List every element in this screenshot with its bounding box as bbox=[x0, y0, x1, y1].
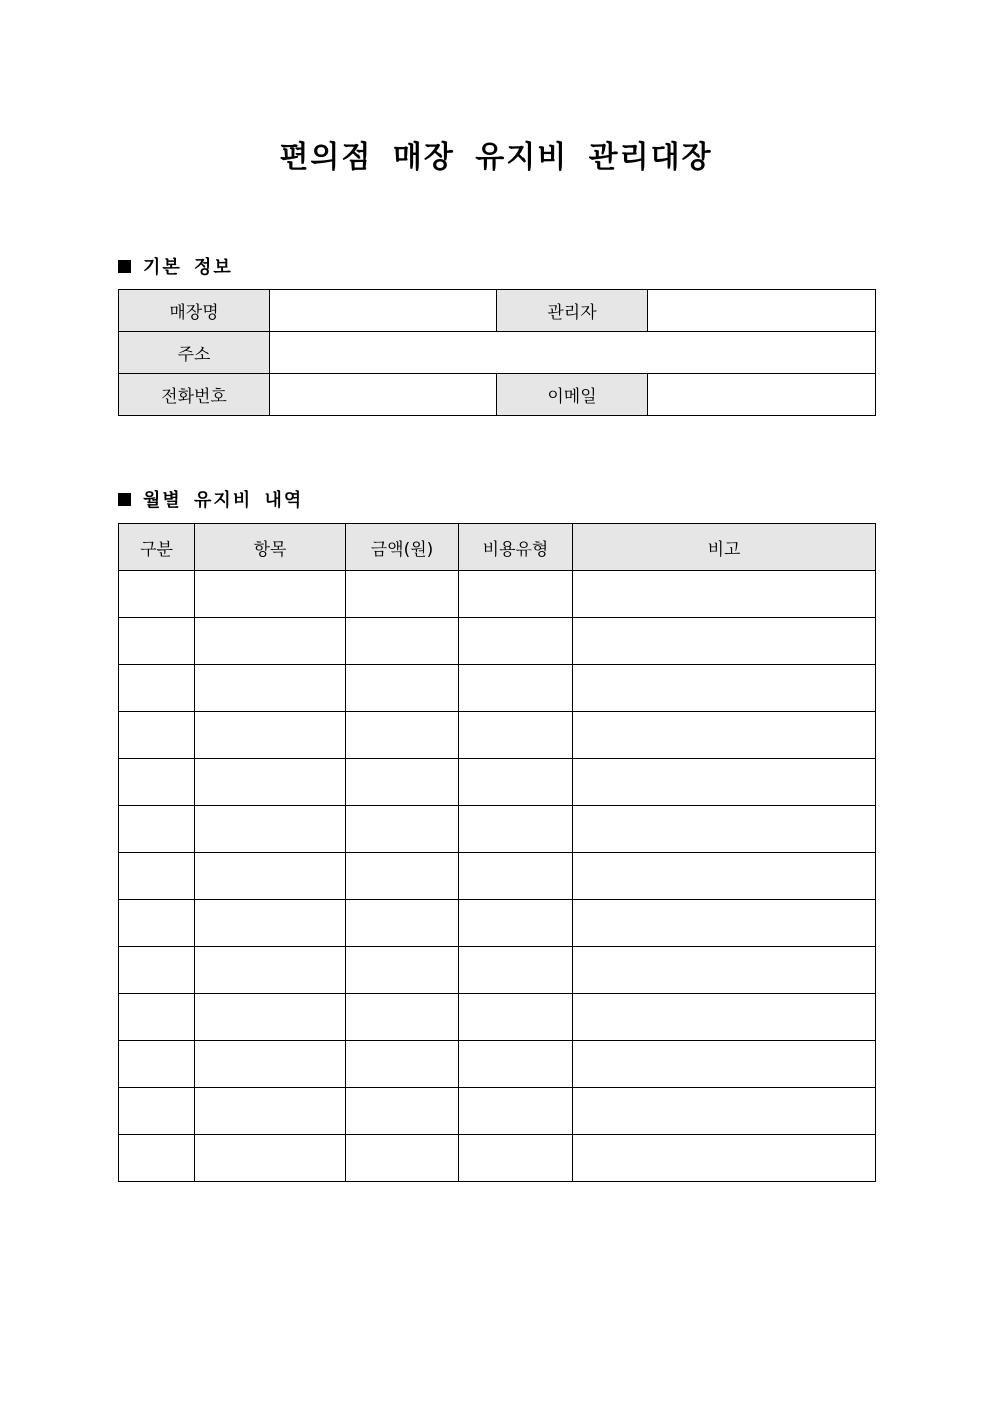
amount-cell[interactable] bbox=[346, 1041, 459, 1088]
cost-type-cell[interactable] bbox=[459, 947, 573, 994]
cost-type-cell[interactable] bbox=[459, 759, 573, 806]
cost-type-cell[interactable] bbox=[459, 900, 573, 947]
square-bullet-icon bbox=[118, 493, 131, 506]
remarks-cell[interactable] bbox=[573, 994, 876, 1041]
item-cell[interactable] bbox=[195, 900, 346, 947]
category-cell[interactable] bbox=[119, 1088, 195, 1135]
column-header-remarks: 비고 bbox=[573, 524, 876, 571]
item-cell[interactable] bbox=[195, 1088, 346, 1135]
cost-type-cell[interactable] bbox=[459, 571, 573, 618]
item-cell[interactable] bbox=[195, 1135, 346, 1182]
table-row bbox=[119, 665, 876, 712]
amount-cell[interactable] bbox=[346, 900, 459, 947]
table-row bbox=[119, 1088, 876, 1135]
column-header-category: 구분 bbox=[119, 524, 195, 571]
cost-type-cell[interactable] bbox=[459, 994, 573, 1041]
remarks-cell[interactable] bbox=[573, 806, 876, 853]
category-cell[interactable] bbox=[119, 900, 195, 947]
manager-label: 관리자 bbox=[497, 290, 648, 332]
cost-type-cell[interactable] bbox=[459, 618, 573, 665]
cost-type-cell[interactable] bbox=[459, 1088, 573, 1135]
remarks-cell[interactable] bbox=[573, 1135, 876, 1182]
item-cell[interactable] bbox=[195, 665, 346, 712]
amount-cell[interactable] bbox=[346, 994, 459, 1041]
phone-label: 전화번호 bbox=[119, 374, 270, 416]
item-cell[interactable] bbox=[195, 1041, 346, 1088]
address-field[interactable] bbox=[270, 332, 876, 374]
table-row bbox=[119, 994, 876, 1041]
remarks-cell[interactable] bbox=[573, 571, 876, 618]
remarks-cell[interactable] bbox=[573, 853, 876, 900]
amount-cell[interactable] bbox=[346, 712, 459, 759]
amount-cell[interactable] bbox=[346, 947, 459, 994]
item-cell[interactable] bbox=[195, 571, 346, 618]
item-cell[interactable] bbox=[195, 618, 346, 665]
remarks-cell[interactable] bbox=[573, 1088, 876, 1135]
category-cell[interactable] bbox=[119, 665, 195, 712]
category-cell[interactable] bbox=[119, 947, 195, 994]
category-cell[interactable] bbox=[119, 1041, 195, 1088]
item-cell[interactable] bbox=[195, 947, 346, 994]
table-row bbox=[119, 853, 876, 900]
amount-cell[interactable] bbox=[346, 1135, 459, 1182]
table-row bbox=[119, 374, 876, 416]
amount-cell[interactable] bbox=[346, 665, 459, 712]
remarks-cell[interactable] bbox=[573, 665, 876, 712]
remarks-cell[interactable] bbox=[573, 712, 876, 759]
item-cell[interactable] bbox=[195, 759, 346, 806]
table-row bbox=[119, 759, 876, 806]
cost-type-cell[interactable] bbox=[459, 665, 573, 712]
manager-field[interactable] bbox=[648, 290, 876, 332]
item-cell[interactable] bbox=[195, 853, 346, 900]
table-row bbox=[119, 1041, 876, 1088]
amount-cell[interactable] bbox=[346, 806, 459, 853]
category-cell[interactable] bbox=[119, 712, 195, 759]
cost-type-cell[interactable] bbox=[459, 853, 573, 900]
table-row bbox=[119, 712, 876, 759]
table-row bbox=[119, 947, 876, 994]
category-cell[interactable] bbox=[119, 571, 195, 618]
square-bullet-icon bbox=[118, 260, 131, 273]
cost-type-cell[interactable] bbox=[459, 806, 573, 853]
amount-cell[interactable] bbox=[346, 1088, 459, 1135]
section-heading-label: 월별 유지비 내역 bbox=[143, 490, 304, 511]
table-row bbox=[119, 900, 876, 947]
remarks-cell[interactable] bbox=[573, 947, 876, 994]
remarks-cell[interactable] bbox=[573, 900, 876, 947]
table-row bbox=[119, 290, 876, 332]
cost-type-cell[interactable] bbox=[459, 1041, 573, 1088]
item-cell[interactable] bbox=[195, 712, 346, 759]
table-row bbox=[119, 332, 876, 374]
category-cell[interactable] bbox=[119, 618, 195, 665]
address-label: 주소 bbox=[119, 332, 270, 374]
basic-info-table bbox=[118, 289, 876, 416]
section-heading-basic-info bbox=[118, 253, 233, 279]
category-cell[interactable] bbox=[119, 759, 195, 806]
monthly-costs-body bbox=[119, 571, 876, 1182]
cost-type-cell[interactable] bbox=[459, 712, 573, 759]
section-heading-monthly-costs bbox=[118, 486, 303, 512]
table-row bbox=[119, 571, 876, 618]
column-header-cost-type: 비용유형 bbox=[459, 524, 573, 571]
column-header-amount: 금액(원) bbox=[346, 524, 459, 571]
phone-field[interactable] bbox=[270, 374, 497, 416]
amount-cell[interactable] bbox=[346, 618, 459, 665]
category-cell[interactable] bbox=[119, 994, 195, 1041]
remarks-cell[interactable] bbox=[573, 759, 876, 806]
category-cell[interactable] bbox=[119, 853, 195, 900]
monthly-costs-table bbox=[118, 523, 876, 1182]
amount-cell[interactable] bbox=[346, 571, 459, 618]
remarks-cell[interactable] bbox=[573, 618, 876, 665]
table-row bbox=[119, 806, 876, 853]
amount-cell[interactable] bbox=[346, 759, 459, 806]
store-name-label: 매장명 bbox=[119, 290, 270, 332]
table-header-row bbox=[119, 524, 876, 571]
section-heading-label: 기본 정보 bbox=[143, 257, 233, 278]
category-cell[interactable] bbox=[119, 806, 195, 853]
column-header-item: 항목 bbox=[195, 524, 346, 571]
table-row bbox=[119, 618, 876, 665]
page-title: 편의점 매장 유지비 관리대장 bbox=[279, 140, 713, 175]
item-cell[interactable] bbox=[195, 806, 346, 853]
email-field[interactable] bbox=[648, 374, 876, 416]
cost-type-cell[interactable] bbox=[459, 1135, 573, 1182]
email-label: 이메일 bbox=[497, 374, 648, 416]
amount-cell[interactable] bbox=[346, 853, 459, 900]
store-name-field[interactable] bbox=[270, 290, 497, 332]
category-cell[interactable] bbox=[119, 1135, 195, 1182]
table-row bbox=[119, 1135, 876, 1182]
item-cell[interactable] bbox=[195, 994, 346, 1041]
remarks-cell[interactable] bbox=[573, 1041, 876, 1088]
